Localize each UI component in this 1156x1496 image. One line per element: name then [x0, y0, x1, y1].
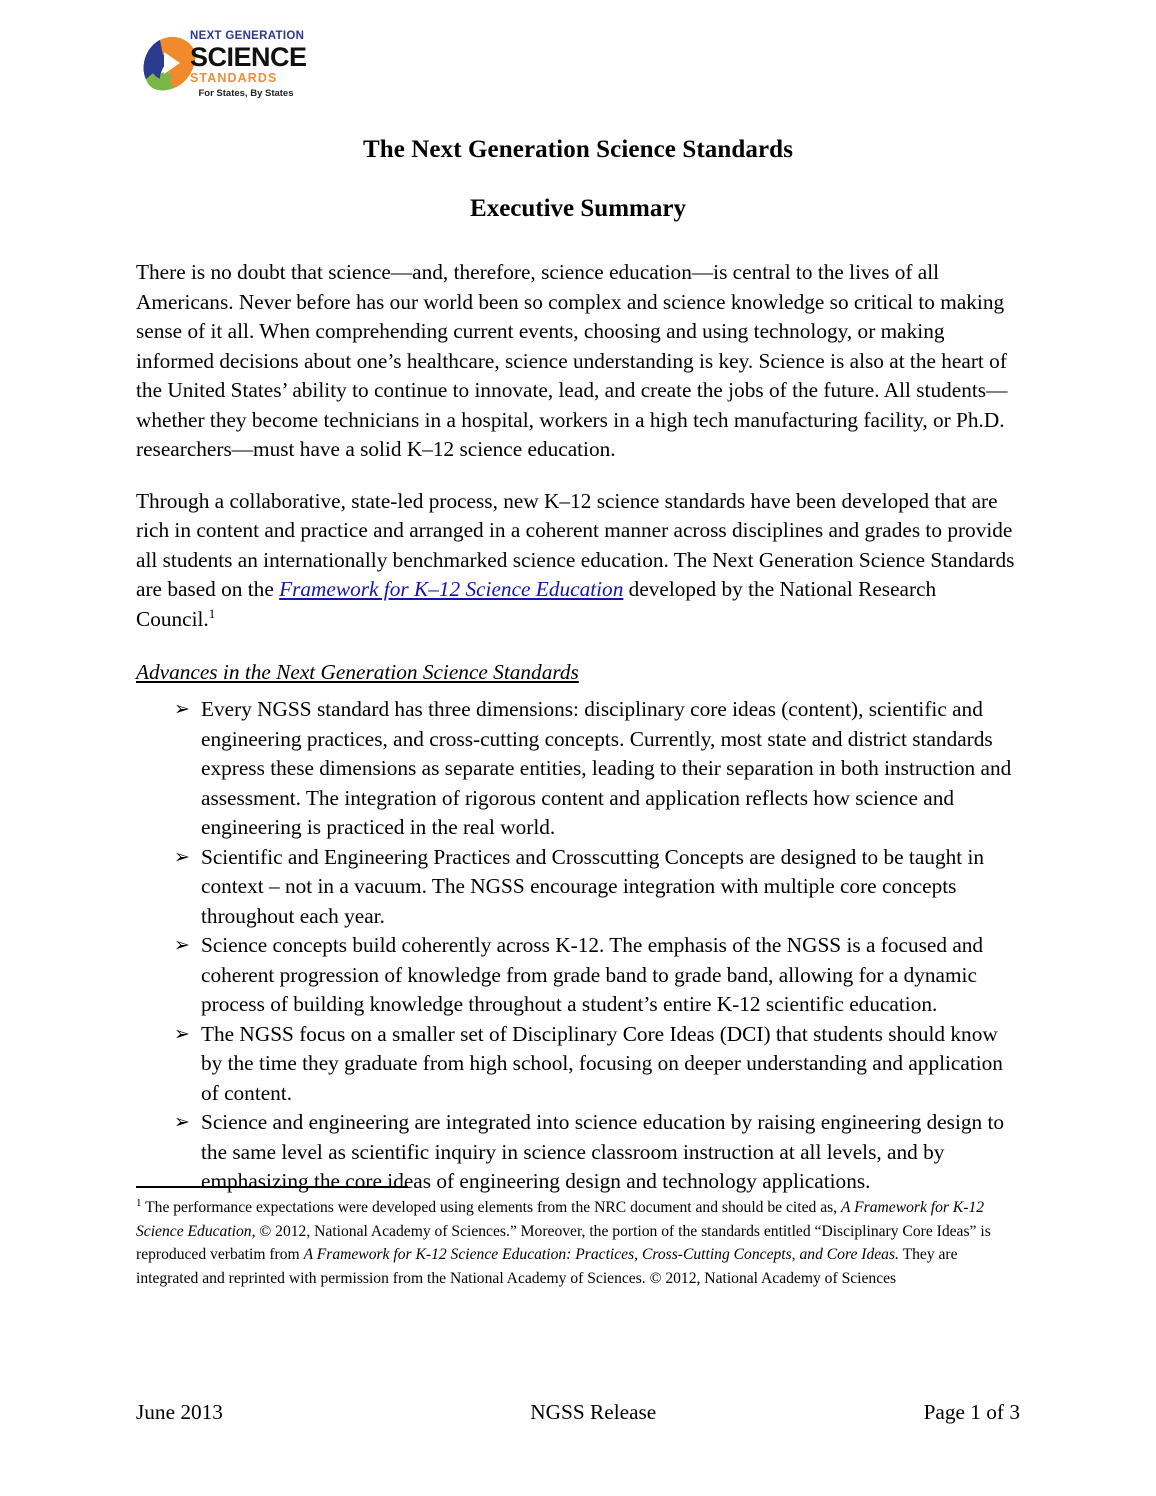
ngss-logo [138, 30, 307, 110]
arrowhead-bullet-icon: ➢ [174, 1022, 190, 1045]
page-title: The Next Generation Science Standards [362, 136, 794, 163]
footer-date: June 2013 [136, 1400, 223, 1424]
footnote-segment-1: The performance expectations were developed using elements from the NRC document and should be cited as, [141, 1199, 841, 1216]
list-item [136, 843, 1020, 932]
footnote-italic-title-2: A Framework for K-12 Science Education: Practices, Cross-Cutting Concepts, and Core Ideas. [303, 1246, 899, 1263]
list-item-text: The NGSS focus on a smaller set of Disciplinary Core Ideas (DCI) that students should know by the time they graduate from high school, focusing on deeper understanding and application of content. [201, 1021, 1003, 1105]
section-heading-advances: Advances in the Next Generation Science Standards [136, 660, 579, 684]
footer-page-number: Page 1 of 3 [923, 1400, 1020, 1424]
document-body [136, 258, 1020, 1197]
logo-line-next-generation: NEXT GENERATION [190, 30, 305, 42]
list-item-text: Science concepts build coherently across K-12. The emphasis of the NGSS is a focused and coherent progression of knowledge from grade band to grade band, allowing for a dynamic process of building knowledge throughout a student’s entire K-12 scientific education. [201, 933, 984, 1016]
footnote-segment-3: They are integrated and reprinted with permission from the National Academy of Sciences. © 2012, National Academy of Sciences [136, 1246, 958, 1287]
advances-bullet-list [136, 695, 1020, 1197]
paragraph-framework-text-after: developed by the National Research Council. [136, 577, 937, 631]
logo-tagline: For States, By States [198, 88, 294, 99]
logo-line-standards: STANDARDS [190, 71, 278, 85]
arrowhead-bullet-icon: ➢ [174, 698, 190, 720]
ngss-logo-wordmark [190, 30, 307, 108]
list-item-text: Scientific and Engineering Practices and Crosscutting Concepts are designed to be taught in context – not in a vacuum. The NGSS encourage integration with multiple core concepts throughout each year. [201, 844, 985, 928]
page-subtitle: Executive Summary [470, 195, 686, 222]
list-item [136, 1108, 1020, 1197]
list-item [136, 1020, 1020, 1109]
list-item-text: Science and engineering are integrated into science education by raising engineering design to the same level as scientific inquiry in science classroom instruction at all levels, and by emphasizing the core ideas of engineering design and technology applications. [201, 1110, 1005, 1193]
paragraph-intro: There is no doubt that science—and, therefore, science education—is central to the lives of all Americans. Never before has our world been so complex and science knowledge so critical to making sense of it all. When comprehending current events, choosing and using technology, or making informed decisions about one’s healthcare, science understanding is key. Science is also at the heart of the United States’ ability to continue to innovate, lead, and create the jobs of the future. All students—whether they become technicians in a hospital, workers in a high tech manufacturing facility, or Ph.D. researchers—must have a solid K–12 science education. [136, 260, 1008, 461]
footnote-1 [136, 1196, 1020, 1290]
framework-link[interactable]: Framework for K–12 Science Education [279, 577, 624, 601]
arrowhead-bullet-icon: ➢ [174, 934, 190, 956]
arrowhead-bullet-icon: ➢ [174, 1111, 190, 1133]
footer-release-label: NGSS Release [530, 1400, 657, 1424]
paragraph-framework [136, 487, 1020, 635]
list-item [136, 695, 1020, 843]
footnote-marker: 1 [136, 1196, 142, 1209]
arrowhead-bullet-icon: ➢ [174, 845, 190, 868]
footnote-italic-title-1: A Framework for K-12 Science Education, [136, 1199, 985, 1240]
footnote-reference-1[interactable]: 1 [208, 605, 216, 621]
paragraph-framework-text-before: Through a collaborative, state-led process, new K–12 science standards have been developed that are rich in content and practice and arranged in a coherent manner across disciplines and grades to provide all students an internationally benchmarked science education. The Next Generation Science Standards are based on the [136, 488, 1015, 601]
ngss-pinwheel-icon [138, 33, 198, 95]
list-item [136, 931, 1020, 1020]
footnote-segment-2: © 2012, National Academy of Sciences.” Moreover, the portion of the standards entitled “Disciplinary Core Ideas” is reproduced verbatim from [136, 1222, 991, 1263]
list-item-text: Every NGSS standard has three dimensions: disciplinary core ideas (content), scientific and engineering practices, and cross-cutting concepts. Currently, most state and district standards express these dimensions as separate entities, leading to their separation in both instruction and assessment. The integration of rigorous content and application reflects how science and engineering is practiced in the real world. [201, 697, 1012, 839]
footnote-separator [136, 1186, 408, 1188]
page-footer [136, 1400, 1020, 1425]
logo-line-science: SCIENCE [190, 42, 307, 72]
